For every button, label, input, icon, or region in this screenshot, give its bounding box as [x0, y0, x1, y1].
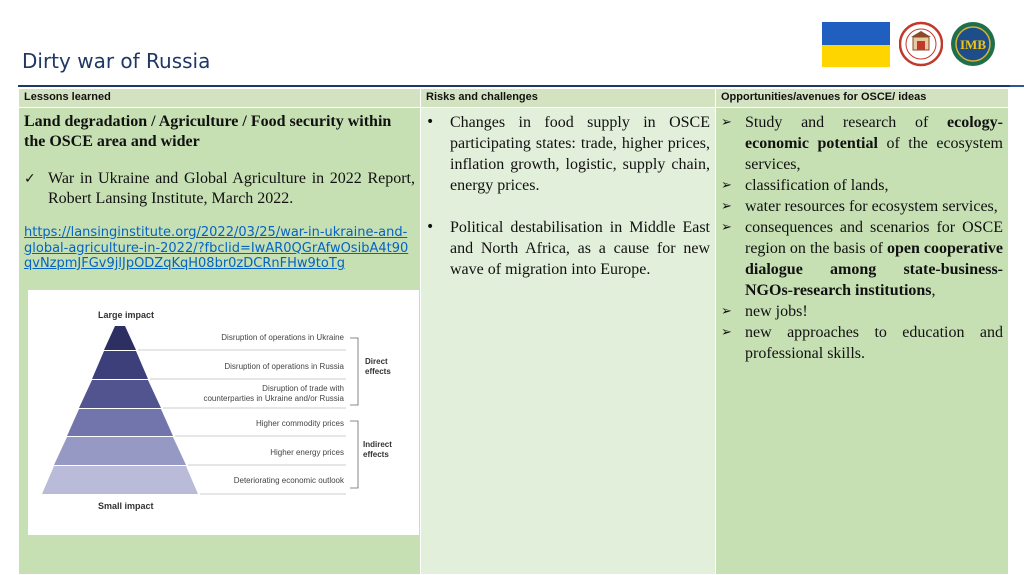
large-impact-label: Large impact [98, 309, 155, 320]
opportunity-text: Study and research of [745, 114, 948, 131]
opportunity-text: , [931, 282, 936, 299]
risks-list [426, 112, 710, 280]
impact-pyramid-figure [28, 290, 419, 535]
pyramid-level-label: Deteriorating economic outlook [233, 475, 344, 485]
opportunity-text: consequences and scenarios for OSCE region on the basis of [745, 219, 1003, 257]
pyramid-level-1 [104, 326, 136, 350]
pyramid-level-label: Disruption of operations in Russia [224, 361, 344, 371]
arrow-bullet-icon: ➢ [721, 178, 732, 193]
opportunity-text: of the ecosystem services, [745, 135, 1003, 173]
arrow-bullet-icon: ➢ [721, 304, 732, 319]
indirect-effects-label: effects [363, 449, 389, 459]
opportunity-bold-text: ecology-economic potential [745, 114, 1003, 152]
impact-pyramid [28, 290, 419, 535]
indirect-effects-label: Indirect [363, 439, 392, 449]
opportunity-text: new jobs! [745, 303, 808, 320]
report-link[interactable]: https://lansinginstitute.org/2022/03/25/war-in-ukraine-and-global-agriculture-in-2022/?fbclid=IwAR0QGrAfwOsibA4t90qvNzpmJFGv9jlJpODZqKqH08br0zDCRnFHw9toTg [24, 225, 409, 271]
list-item [721, 217, 1003, 301]
slide-title: Dirty war of Russia [22, 49, 211, 73]
list-item [721, 196, 1003, 217]
institute-seal-icon [899, 20, 943, 68]
pyramid-level-5 [54, 437, 186, 465]
lessons-learned-cell [19, 108, 421, 575]
report-reference-text: War in Ukraine and Global Agriculture in 2022 Report, Robert Lansing Institute, March 2022. [48, 170, 415, 207]
ukraine-flag-icon [822, 22, 890, 67]
pyramid-level-4 [67, 409, 173, 436]
list-item [721, 322, 1003, 364]
arrow-bullet-icon: ➢ [721, 325, 732, 340]
direct-effects-label: Direct [365, 356, 388, 366]
list-item [426, 112, 710, 196]
pyramid-level-label: counterparties in Ukraine and/or Russia [203, 393, 344, 403]
opportunities-list [721, 112, 1003, 364]
header-lessons-learned: Lessons learned [19, 89, 421, 108]
arrow-bullet-icon: ➢ [721, 115, 732, 130]
opportunity-text: new approaches to education and professional skills. [745, 324, 1003, 362]
arrow-bullet-icon: ➢ [721, 220, 732, 235]
small-impact-label: Small impact [98, 500, 154, 511]
opportunity-bold-text: open cooperative dialogue among state-business-NGOs-research institutions [745, 240, 1004, 299]
opportunities-cell [716, 108, 1009, 575]
title-divider-accent [1010, 85, 1024, 87]
pyramid-level-6 [42, 466, 198, 494]
report-reference [24, 169, 415, 209]
list-item [721, 301, 1003, 322]
risk-text: Changes in food supply in OSCE participating states: trade, higher prices, inflation growth, logistic, supply chain, energy prices. [450, 114, 710, 194]
imb-logo-icon [950, 20, 996, 68]
risks-challenges-cell [421, 108, 716, 575]
pyramid-level-label: Disruption of trade with [262, 383, 344, 393]
header-risks-challenges: Risks and challenges [421, 89, 716, 108]
direct-effects-label: effects [365, 366, 391, 376]
risk-text: Political destabilisation in Middle East and North Africa, as a cause for new wave of migration into Europe. [450, 219, 710, 278]
list-item [721, 112, 1003, 175]
list-item [721, 175, 1003, 196]
list-item [426, 217, 710, 280]
direct-effects-bracket [350, 338, 358, 405]
indirect-effects-bracket [350, 421, 358, 488]
pyramid-level-label: Higher commodity prices [255, 418, 344, 428]
lessons-heading: Land degradation / Agriculture / Food security within the OSCE area and wider [24, 113, 392, 150]
title-divider [18, 85, 1024, 87]
imb-logo-text: IMB [960, 37, 986, 52]
pyramid-level-2 [92, 351, 148, 379]
pyramid-level-label: Disruption of operations in Ukraine [221, 332, 344, 342]
pyramid-level-label: Higher energy prices [270, 447, 344, 457]
opportunity-text: classification of lands, [745, 177, 889, 194]
pyramid-level-3 [79, 380, 161, 408]
bullet-icon: • [426, 114, 435, 130]
arrow-bullet-icon: ➢ [721, 199, 732, 214]
comparison-table [18, 88, 1009, 575]
opportunity-text: water resources for ecosystem services, [745, 198, 998, 215]
bullet-icon: • [426, 219, 435, 235]
header-opportunities: Opportunities/avenues for OSCE/ ideas [716, 89, 1009, 108]
checkmark-icon: ✓ [24, 171, 36, 187]
